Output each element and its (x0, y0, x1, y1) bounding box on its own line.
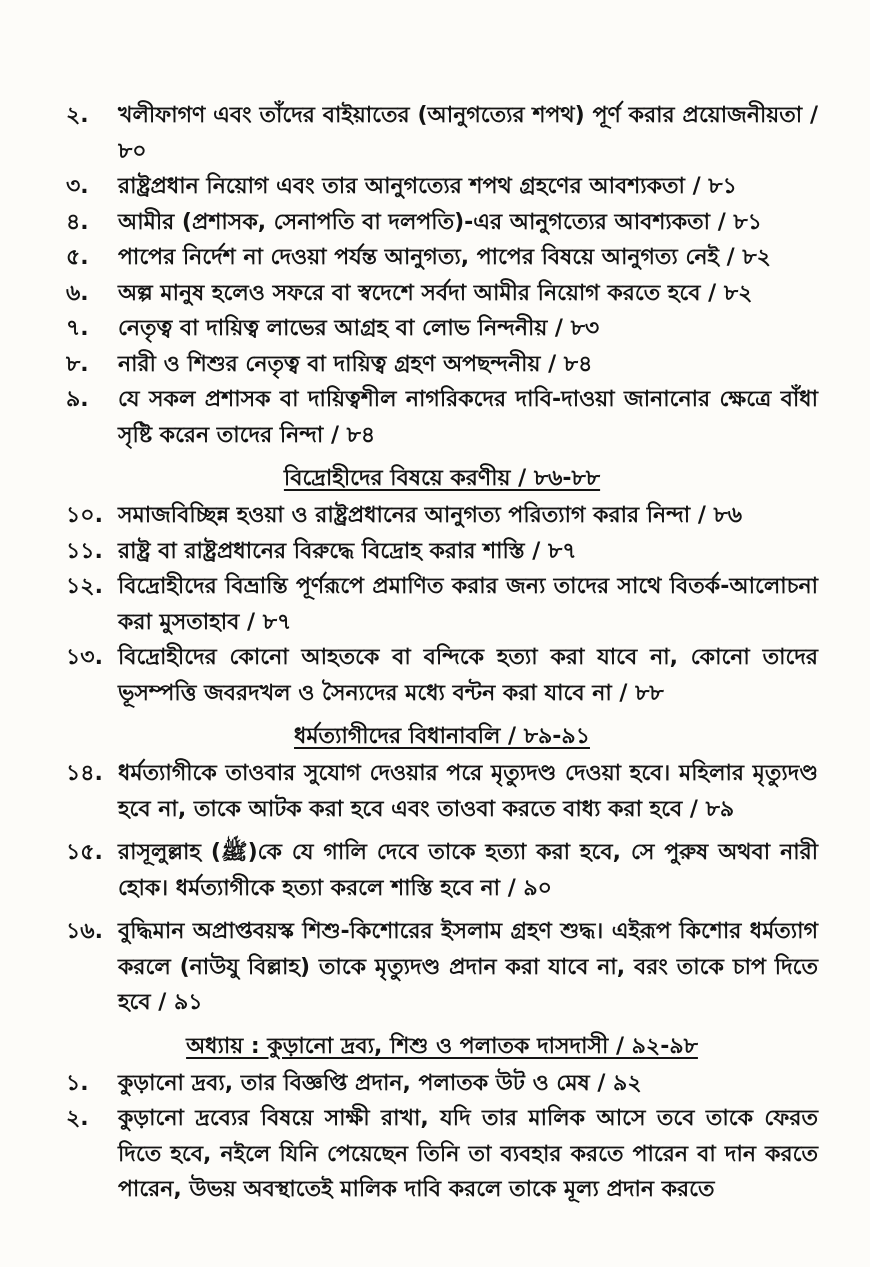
toc-entry (66, 498, 818, 534)
entry-text: সমাজবিচ্ছিন্ন হওয়া ও রাষ্ট্রপ্রধানের আনুগত্য পরিত্যাগ করার নিন্দা / ৮৬ (118, 503, 743, 528)
entry-text: রাষ্ট্রপ্রধান নিয়োগ এবং তার আনুগত্যের শপথ গ্রহণের আবশ্যকতা / ৮১ (118, 174, 737, 199)
section-lost-property (66, 1029, 818, 1208)
toc-entry (66, 914, 818, 1021)
entry-text: নেতৃত্ব বা দায়িত্ব লাভের আগ্রহ বা লোভ নিন্দনীয় / ৮৩ (118, 316, 600, 341)
entry-text: নারী ও শিশুর নেতৃত্ব বা দায়িত্ব গ্রহণ অপছন্দনীয় / ৮৪ (118, 351, 593, 377)
toc-entry (66, 1066, 818, 1102)
section-rebels (66, 461, 818, 711)
toc-entry (66, 534, 818, 570)
toc-entry (66, 205, 818, 241)
entry-text: বুদ্ধিমান অপ্রাপ্তবয়স্ক শিশু-কিশোরের ইসলাম গ্রহণ শুদ্ধ। এইরূপ কিশোর ধর্মত্যাগ করলে (নাউযু বিল্লাহ) তাকে মৃত্যুদণ্ড প্রদান করা যাবে না, বরং তাকে চাপ দিতে হবে / ৯১ (118, 919, 818, 1015)
toc-entry (66, 276, 818, 312)
entry-number: ১৫. (66, 840, 103, 865)
toc-entry (66, 835, 818, 906)
section-heading (66, 461, 818, 496)
entry-text: আমীর (প্রশাসক, সেনাপতি বা দলপতি)-এর আনুগত্যের আবশ্যকতা / ৮১ (118, 209, 762, 235)
entry-number: ৮. (66, 351, 89, 377)
toc-entry (66, 311, 818, 347)
entry-number: ১৩. (66, 645, 103, 670)
entry-text: বিদ্রোহীদের বিভ্রান্তি পূর্ণরূপে প্রমাণিত করার জন্য তাদের সাথে বিতর্ক-আলোচনা করা মুসতাহাব / ৮৭ (118, 574, 818, 635)
toc-entry (66, 240, 818, 276)
entry-text: কুড়ানো দ্রব্য, তার বিজ্ঞপ্তি প্রদান, পলাতক উট ও মেষ / ৯২ (118, 1070, 642, 1096)
entry-number: ৫. (66, 245, 89, 270)
section-heading (66, 1029, 818, 1064)
entry-number: ২. (66, 103, 89, 128)
toc-entry (66, 347, 818, 383)
entry-number: ৪. (66, 209, 89, 235)
entry-number: ১১. (66, 538, 103, 564)
entry-number: ৭. (66, 316, 89, 341)
entry-text: পাপের নির্দেশ না দেওয়া পর্যন্ত আনুগত্য, পাপের বিষয়ে আনুগত্য নেই / ৮২ (118, 245, 771, 270)
entry-text: কুড়ানো দ্রব্যের বিষয়ে সাক্ষী রাখা, যদি তার মালিক আসে তবে তাকে ফেরত দিতে হবে, নইলে যিনি পেয়েছেন তিনি তা ব্যবহার করতে পারেন বা দান করতে পারেন, উভয় অবস্থাতেই মালিক দাবি করলে তাকে মূল্য প্রদান করতে (118, 1106, 818, 1202)
entry-text: ধর্মত্যাগীকে তাওবার সুযোগ দেওয়ার পরে মৃত্যুদণ্ড দেওয়া হবে। মহিলার মৃত্যুদণ্ড হবে না, তাকে আটক করা হবে এবং তাওবা করতে বাধ্য করা হবে / ৮৯ (118, 761, 818, 822)
entry-number: ১৪. (66, 761, 103, 786)
entry-number: ১৬. (66, 919, 103, 944)
entry-number: ১০. (66, 503, 103, 528)
section-apostates (66, 719, 818, 1021)
entry-number: ৩. (66, 174, 89, 199)
entry-text: খলীফাগণ এবং তাঁদের বাইয়াতের (আনুগত্যের শপথ) পূর্ণ করার প্রয়োজনীয়তা / ৮০ (118, 103, 818, 164)
toc-entry (66, 382, 818, 453)
entry-text: রাসূলুল্লাহ (ﷺ)কে যে গালি দেবে তাকে হত্যা করা হবে, সে পুরুষ অথবা নারী হোক। ধর্মত্যাগীকে হত্যা করলে শাস্তি হবে না / ৯০ (118, 840, 818, 901)
toc-entry (66, 756, 818, 827)
spacer (66, 827, 818, 835)
toc-entry (66, 569, 818, 640)
entry-number: ১২. (66, 574, 103, 599)
toc-entry (66, 169, 818, 205)
spacer (66, 906, 818, 914)
entry-text: রাষ্ট্র বা রাষ্ট্রপ্রধানের বিরুদ্ধে বিদ্রোহ করার শাস্তি / ৮৭ (118, 538, 577, 564)
entry-text: যে সকল প্রশাসক বা দায়িত্বশীল নাগরিকদের দাবি-দাওয়া জানানোর ক্ষেত্রে বাঁধা সৃষ্টি করেন তাদের নিন্দা / ৮৪ (118, 387, 818, 448)
section-heading (66, 719, 818, 754)
section-heading-text: বিদ্রোহীদের বিষয়ে করণীয় / ৮৬-৮৮ (283, 466, 601, 491)
entry-number: ১. (66, 1070, 89, 1096)
toc-entry (66, 640, 818, 711)
entry-text: বিদ্রোহীদের কোনো আহতকে বা বন্দিকে হত্যা করা যাবে না, কোনো তাদের ভূসম্পত্তি জবরদখল ও সৈন্যদের মধ্যে বন্টন করা যাবে না / ৮৮ (118, 645, 818, 706)
entry-number: ৬. (66, 280, 89, 306)
entry-number: ৯. (66, 387, 89, 412)
entry-text: অল্প মানুষ হলেও সফরে বা স্বদেশে সর্বদা আমীর নিয়োগ করতে হবে / ৮২ (118, 280, 753, 306)
section-heading-text: ধর্মত্যাগীদের বিধানাবলি / ৮৯-৯১ (294, 724, 590, 749)
toc-entry (66, 1101, 818, 1208)
entry-number: ২. (66, 1106, 89, 1131)
toc-entry (66, 98, 818, 169)
section-heading-text: অধ্যায় : কুড়ানো দ্রব্য, শিশু ও পলাতক দাসদাসী / ৯২-৯৮ (186, 1033, 698, 1059)
section-leadership (66, 98, 818, 453)
